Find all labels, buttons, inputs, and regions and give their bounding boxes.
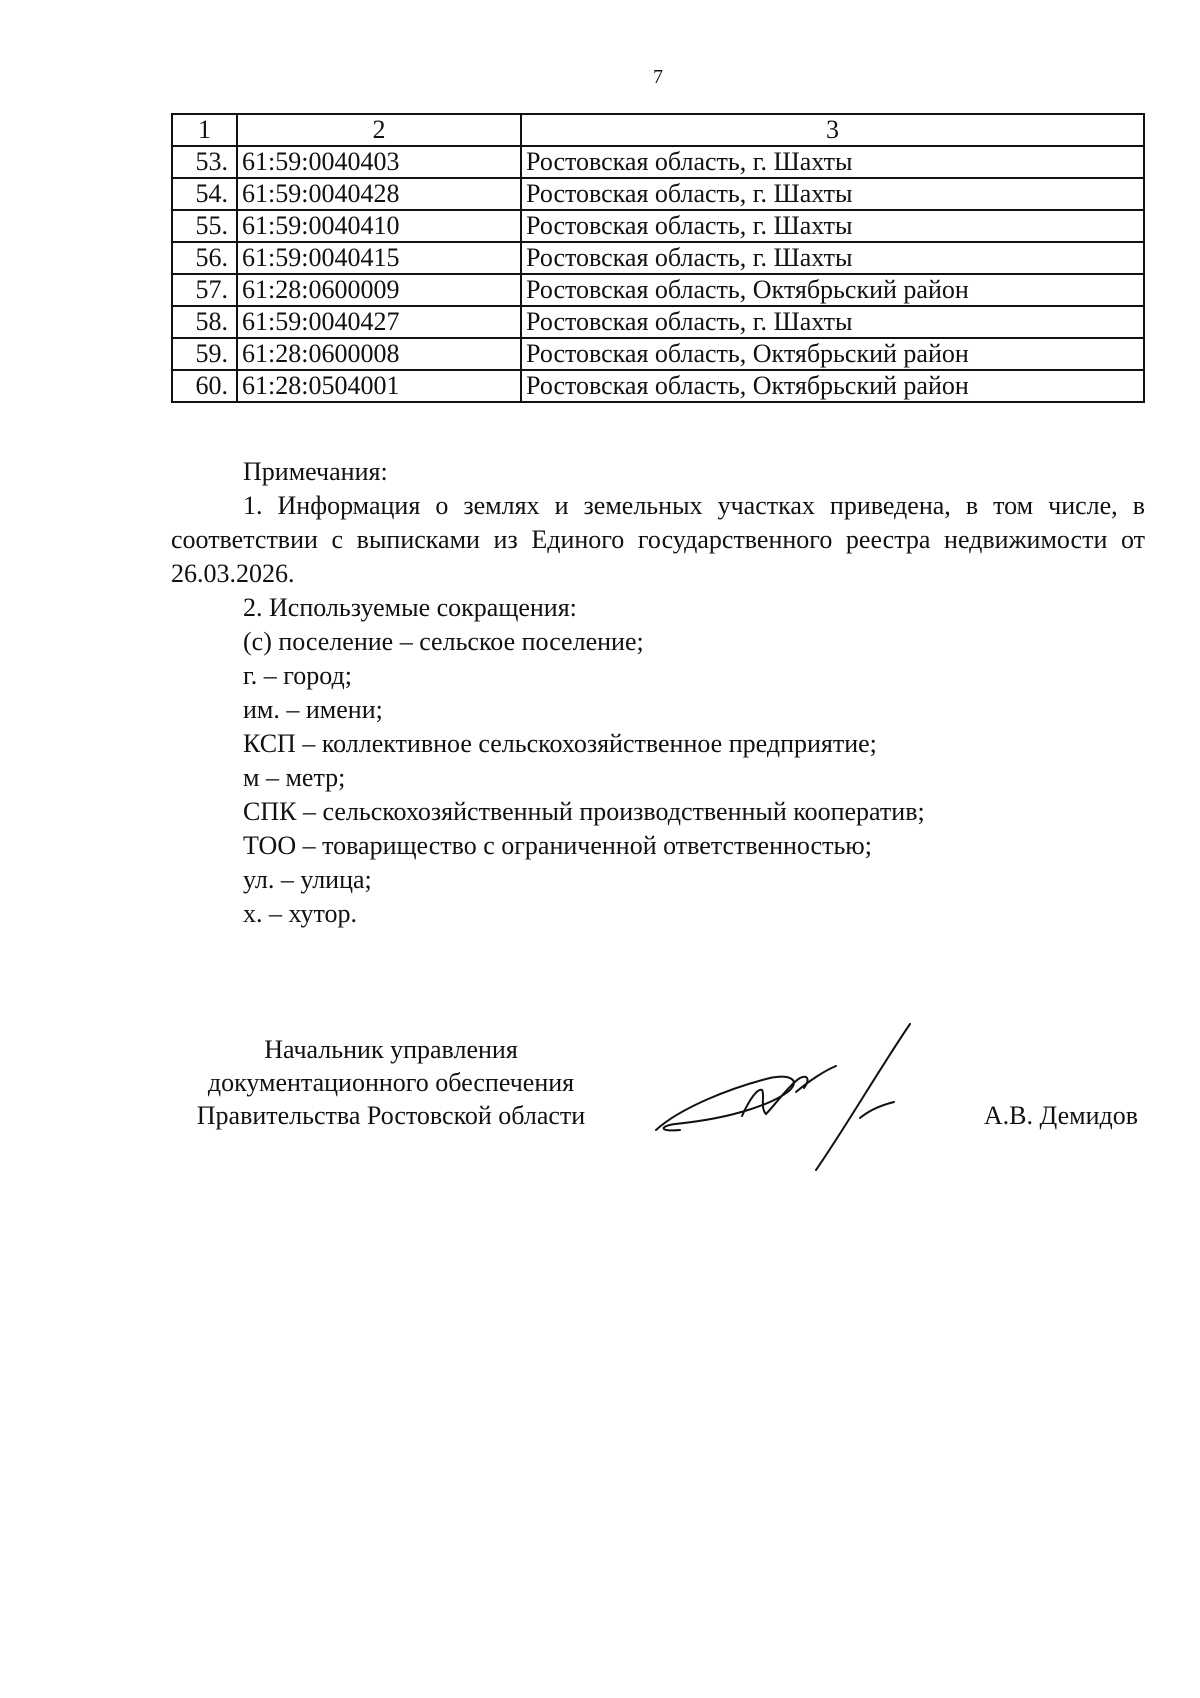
abbreviation-item: г. – город; <box>243 661 352 690</box>
location: Ростовская область, г. Шахты <box>521 146 1144 178</box>
position-line: Правительства Ростовской области <box>196 1101 586 1130</box>
row-number: 57. <box>172 274 237 306</box>
cadastral-number: 61:28:0600008 <box>237 338 521 370</box>
row-number: 56. <box>172 242 237 274</box>
table-row <box>172 146 1144 178</box>
table-header-row <box>172 114 1144 146</box>
location: Ростовская область, г. Шахты <box>521 306 1144 338</box>
table-row <box>172 370 1144 402</box>
location: Ростовская область, г. Шахты <box>521 178 1144 210</box>
position-line: Начальник управления <box>264 1035 518 1064</box>
abbreviation-item: м – метр; <box>243 763 346 792</box>
cadastral-number: 61:28:0504001 <box>237 370 521 402</box>
row-number: 53. <box>172 146 237 178</box>
signer-position <box>171 1033 611 1132</box>
cadastral-number: 61:59:0040403 <box>237 146 521 178</box>
table-row <box>172 338 1144 370</box>
location: Ростовская область, г. Шахты <box>521 210 1144 242</box>
abbreviation-item: им. – имени; <box>243 695 383 724</box>
table-row <box>172 274 1144 306</box>
abbreviation-item: х. – хутор. <box>243 899 358 928</box>
position-line: документационного обеспечения <box>207 1068 575 1097</box>
row-number: 59. <box>172 338 237 370</box>
location: Ростовская область, Октябрьский район <box>521 338 1144 370</box>
row-number: 58. <box>172 306 237 338</box>
table-row <box>172 178 1144 210</box>
table-row <box>172 210 1144 242</box>
row-number: 54. <box>172 178 237 210</box>
land-plots-table <box>171 113 1145 403</box>
cadastral-number: 61:59:0040427 <box>237 306 521 338</box>
abbreviation-item: КСП – коллективное сельскохозяйственное предприятие; <box>243 729 877 758</box>
header-col-1: 1 <box>172 114 237 146</box>
signer-name: А.В. Демидов <box>983 1101 1138 1130</box>
abbreviation-item: ул. – улица; <box>243 865 372 894</box>
note-1: 1. Информация о землях и земельных участках приведена, в том числе, в соответствии с выписками из Единого государственного реестра недвижимости от 26.03.2026. <box>171 491 1145 588</box>
handwritten-signature <box>650 1018 930 1174</box>
table-row <box>172 306 1144 338</box>
abbreviation-item: (с) поселение – сельское поселение; <box>243 627 644 656</box>
table-row <box>172 242 1144 274</box>
cadastral-number: 61:28:0600009 <box>237 274 521 306</box>
cadastral-number: 61:59:0040410 <box>237 210 521 242</box>
note-2-title: 2. Используемые сокращения: <box>243 593 577 622</box>
header-col-3: 3 <box>521 114 1144 146</box>
row-number: 55. <box>172 210 237 242</box>
cadastral-number: 61:59:0040428 <box>237 178 521 210</box>
location: Ростовская область, Октябрьский район <box>521 370 1144 402</box>
location: Ростовская область, Октябрьский район <box>521 274 1144 306</box>
page-number: 7 <box>653 66 663 88</box>
abbreviation-item: ТОО – товарищество с ограниченной ответственностью; <box>243 831 872 860</box>
row-number: 60. <box>172 370 237 402</box>
header-col-2: 2 <box>237 114 521 146</box>
cadastral-number: 61:59:0040415 <box>237 242 521 274</box>
location: Ростовская область, г. Шахты <box>521 242 1144 274</box>
abbreviation-item: СПК – сельскохозяйственный производственный кооператив; <box>243 797 925 826</box>
notes-section <box>171 455 1145 931</box>
notes-title: Примечания: <box>243 457 388 486</box>
